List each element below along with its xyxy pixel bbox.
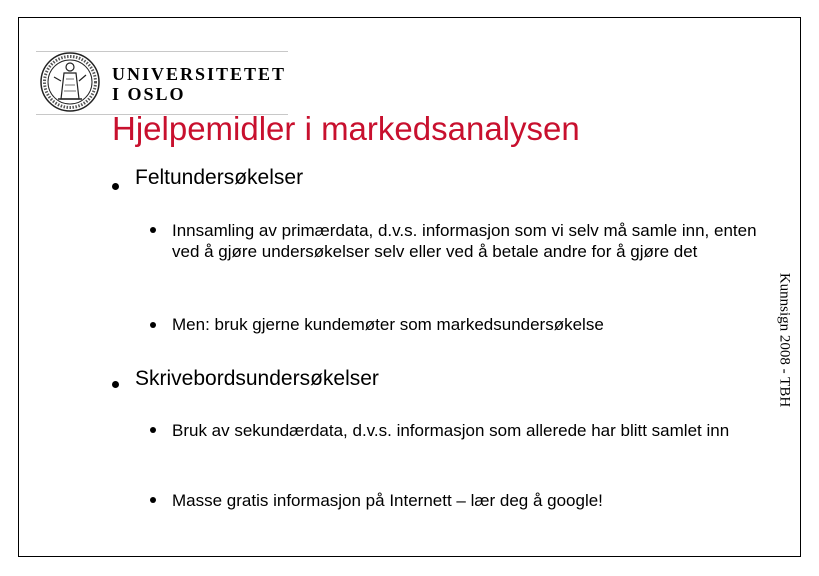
- list-item: Masse gratis informasjon på Internett – lær deg å google!: [172, 491, 603, 510]
- side-footer-text: Kunnsign 2008 - TBH: [776, 272, 793, 408]
- list-item: Innsamling av primærdata, d.v.s. informasjon som vi selv må samle inn, enten ved å gjøre undersøkelser selv eller ved å betale andre for å gjøre det: [172, 221, 757, 261]
- university-name-line1: UNIVERSITETET: [112, 64, 287, 84]
- university-name: [112, 64, 286, 104]
- bullet-icon: [150, 427, 156, 433]
- list-item: Bruk av sekundærdata, d.v.s. informasjon som allerede har blitt samlet inn: [172, 421, 730, 440]
- section-heading: Feltundersøkelser: [135, 166, 304, 189]
- university-seal-icon: [36, 51, 104, 113]
- bullet-icon: [150, 497, 156, 503]
- bullet-icon: [150, 322, 156, 328]
- side-footer: [771, 250, 797, 430]
- bullet-icon: [150, 227, 156, 233]
- slide-title: Hjelpemidler i markedsanalysen: [112, 110, 580, 147]
- bullet-icon: [112, 381, 119, 388]
- list-item: Men: bruk gjerne kundemøter som markedsundersøkelse: [172, 315, 604, 334]
- bullet-icon: [112, 183, 119, 190]
- section-heading: Skrivebordsundersøkelser: [135, 367, 379, 390]
- university-name-line2: I OSLO: [112, 84, 186, 104]
